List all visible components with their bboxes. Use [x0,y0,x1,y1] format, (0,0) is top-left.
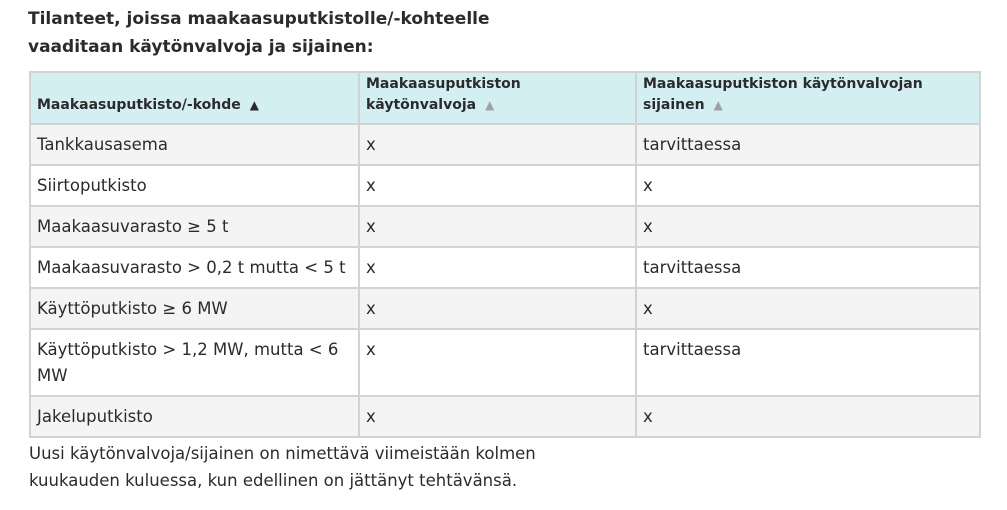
table-cell: x [359,206,636,247]
table-header-row [30,72,980,124]
sort-ascending-icon[interactable]: ▲ [249,98,259,112]
table-row [30,247,980,288]
table-cell: x [636,165,980,206]
table-cell: x [359,288,636,329]
table-cell: Siirtoputkisto [30,165,359,206]
column-header-deputy[interactable] [636,72,980,124]
table-row [30,288,980,329]
table-row [30,329,980,396]
requirements-table [29,71,981,438]
table-cell: tarvittaessa [636,124,980,165]
column-header-target[interactable] [30,72,359,124]
table-cell: Jakeluputkisto [30,396,359,437]
table-row [30,165,980,206]
table-cell: x [636,396,980,437]
table-cell: x [359,396,636,437]
table-cell: x [359,124,636,165]
table-cell: x [359,165,636,206]
table-cell: x [359,329,636,396]
table-cell: Maakaasuvarasto > 0,2 t mutta < 5 t [30,247,359,288]
footer-note: Uusi käytönvalvoja/sijainen on nimettävä viimeistään kolmen kuukauden kuluessa, kun edellinen on jättänyt tehtävänsä. [29,444,536,490]
sort-icon[interactable]: ▲ [713,98,723,112]
table-cell: tarvittaessa [636,329,980,396]
column-header-label: Maakaasuputkiston käytönvalvoja [366,76,521,113]
table-cell: Käyttöputkisto > 1,2 MW, mutta < 6 MW [30,329,359,396]
section-heading: Tilanteet, joissa maakaasuputkistolle/-kohteelle vaaditaan käytönvalvoja ja sijainen: [28,9,490,57]
column-header-label: Maakaasuputkisto/-kohde [37,97,241,113]
table-row [30,124,980,165]
table-cell: x [636,206,980,247]
table-cell: x [359,247,636,288]
table-cell: x [636,288,980,329]
table-cell: Tankkausasema [30,124,359,165]
table-cell: tarvittaessa [636,247,980,288]
column-header-label: Maakaasuputkiston käytönvalvojan sijainen [643,76,923,113]
table-row [30,206,980,247]
table-cell: Maakaasuvarasto ≥ 5 t [30,206,359,247]
column-header-supervisor[interactable] [359,72,636,124]
sort-icon[interactable]: ▲ [485,98,495,112]
table-row [30,396,980,437]
table-cell: Käyttöputkisto ≥ 6 MW [30,288,359,329]
